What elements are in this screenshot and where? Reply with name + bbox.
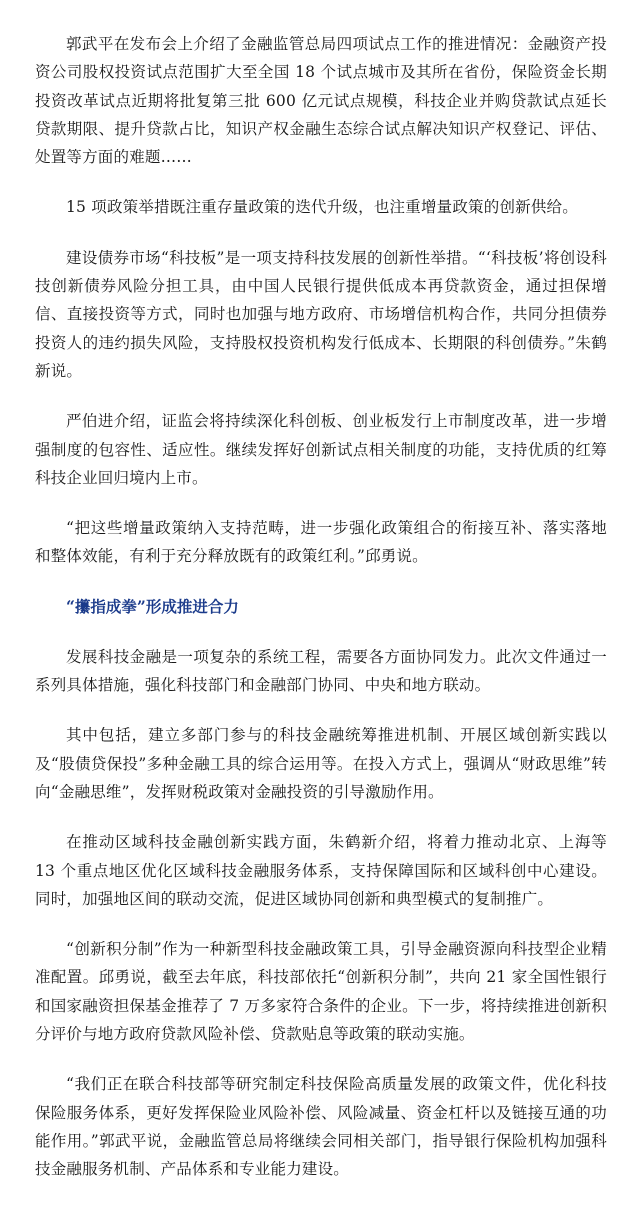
- paragraph-innovation-points: “创新积分制”作为一种新型科技金融政策工具，引导金融资源向科技型企业精准配置。邱勇说，截至去年底，科技部依托“创新积分制”，共向 21 家全国性银行和国家融资担保基金推荐了 7 万多家符合条件的企业。下一步，将持续推进创新积分评价与地方政府贷款风险补偿、贷款贴息等政策的联动实施。: [35, 940, 607, 1044]
- paragraph-incremental-policy: “把这些增量政策纳入支持范畴，进一步强化政策组合的衔接互补、落实落地和整体效能，有利于充分释放既有的政策红利。”邱勇说。: [35, 519, 607, 566]
- paragraph-coordination-mechanism: 其中包括，建立多部门参与的科技金融统筹推进机制、开展区域创新实践以及“股债贷保投”多种金融工具的综合运用等。在投入方式上，强调从“财政思维”转向“金融思维”，发挥财税政策对金融投资的引导激励作用。: [35, 726, 607, 801]
- section-subheading: “攥指成拳”形成推进合力: [66, 596, 239, 616]
- paragraph-regional-practice: 在推动区域科技金融创新实践方面，朱鹤新介绍，将着力推动北京、上海等 13 个重点地区优化区域科技金融服务体系，支持保障国际和区域科创中心建设。同时，加强地区间的联动交流，促进区域协同创新和典型模式的复制推广。: [35, 833, 607, 908]
- paragraph-csrc-reform: 严伯进介绍，证监会将持续深化科创板、创业板发行上市制度改革，进一步增强制度的包容性、适应性。继续发挥好创新试点相关制度的功能，支持优质的红筹科技企业回归境内上市。: [35, 412, 607, 487]
- article-body: [35, 30, 607, 1206]
- paragraph-policy-measures: 15 项政策举措既注重存量政策的迭代升级，也注重增量政策的创新供给。: [66, 198, 578, 217]
- paragraph-bond-market-tech-board: 建设债券市场“科技板”是一项支持科技发展的创新性举措。“‘科技板’将创设科技创新债券风险分担工具，由中国人民银行提供低成本再贷款资金，通过担保增信、直接投资等方式，同时也加强与地方政府、市场增信机构合作，共同分担债券投资人的违约损失风险，支持股权投资机构发行低成本、长期限的科创债券。”朱鹤新说。: [35, 248, 607, 380]
- paragraph-pilot-progress: 郭武平在发布会上介绍了金融监管总局四项试点工作的推进情况：金融资产投资公司股权投资试点范围扩大至全国 18 个试点城市及其所在省份，保险资金长期投资改革试点近期将批复第三批 600 亿元试点规模，科技企业并购贷款试点延长贷款期限、提升贷款占比，知识产权金融生态综合试点解决知识产权登记、评估、处置等方面的难题……: [35, 35, 607, 167]
- paragraph-system-engineering: 发展科技金融是一项复杂的系统工程，需要各方面协同发力。此次文件通过一系列具体措施，强化科技部门和金融部门协同、中央和地方联动。: [35, 647, 607, 695]
- paragraph-tech-insurance: “我们正在联合科技部等研究制定科技保险高质量发展的政策文件，优化科技保险服务体系，更好发挥保险业风险补偿、风险减量、资金杠杆以及链接互通的功能作用。”郭武平说，金融监管总局将继续会同相关部门，指导银行保险机构加强科技金融服务机制、产品体系和专业能力建设。: [35, 1075, 607, 1179]
